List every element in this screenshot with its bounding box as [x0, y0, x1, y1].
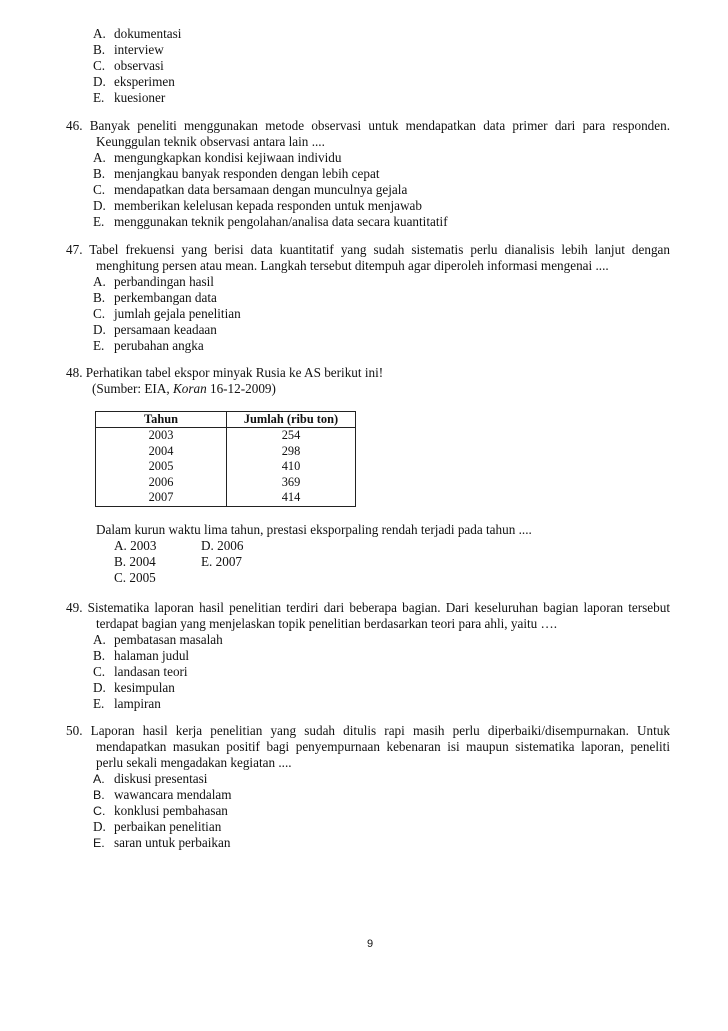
option-e: E. menggunakan teknik pengolahan/analisa data secara kuantitatif [93, 214, 448, 229]
option-c: C. landasan teori [93, 664, 188, 679]
question-48 [66, 365, 670, 397]
header-amount: Jumlah (ribu ton) [227, 412, 356, 428]
question-text: 48. Perhatikan tabel ekspor minyak Rusia ke AS berikut ini! [66, 365, 384, 380]
question-46 [66, 118, 670, 230]
option-c: C. jumlah gejala penelitian [93, 306, 241, 321]
question-text: Dalam kurun waktu lima tahun, prestasi eksporpaling rendah terjadi pada tahun .... [96, 522, 532, 537]
option-b: B. halaman judul [93, 648, 190, 663]
option-b: B. interview [93, 42, 164, 57]
option-c: C. mendapatkan data bersamaan dengan munculnya gejala [93, 182, 408, 197]
question-48-part2 [96, 522, 676, 586]
option-d: D. persamaan keadaan [93, 322, 217, 337]
source-citation: (Sumber: EIA, Koran 16-12-2009) [92, 381, 276, 396]
question-49 [66, 600, 670, 712]
option-e: E. kuesioner [93, 90, 166, 105]
options-row-2 [96, 554, 676, 570]
question-text-cont: mendapatkan masukan positif bagi penyempurnaan kebenaran isi maupun sistematika laporan, peneliti [96, 739, 670, 754]
question-text: 49. Sistematika laporan hasil penelitian terdiri dari beberapa bagian. Dari keseluruhan bagian laporan tersebut [66, 600, 670, 615]
option-d: D. memberikan kelelusan kepada responden untuk menjawab [93, 198, 422, 213]
option-b: B. menjangkau banyak responden dengan lebih cepat [93, 166, 380, 181]
question-47 [66, 242, 670, 354]
option-b: B. perkembangan data [93, 290, 217, 305]
table-row: 2006 369 [96, 475, 356, 491]
option-a: A. diskusi presentasi [93, 771, 208, 786]
options-row-1 [96, 538, 676, 554]
option-c: C. konklusi pembahasan [93, 803, 228, 818]
page-number: 9 [366, 938, 374, 950]
option-e: E. perubahan angka [93, 338, 204, 353]
options-row-3 [96, 570, 676, 586]
table-row: 2007 414 [96, 490, 356, 506]
question-text-cont-2: perlu sekali mengadakan kegiatan .... [96, 755, 292, 770]
option-a: A. perbandingan hasil [93, 274, 214, 289]
table-header-row [96, 412, 356, 428]
option-a: A. pembatasan masalah [93, 632, 223, 647]
option-a: A. dokumentasi [93, 26, 182, 41]
question-text-cont: Keunggulan teknik observasi antara lain .... [96, 134, 325, 149]
q45-options [93, 26, 181, 106]
table-row: 2004 298 [96, 444, 356, 460]
question-text-cont: terdapat bagian yang menjelaskan topik penelitian berdasarkan teori para ahli, yaitu …. [96, 616, 558, 631]
question-text: 47. Tabel frekuensi yang berisi data kuantitatif yang sudah sistematis perlu dianalisis lebih lanjut dengan [66, 242, 670, 257]
question-text-cont: menghitung persen atau mean. Langkah tersebut ditempuh agar diperoleh informasi mengenai .... [96, 258, 609, 273]
table-row: 2003 254 [96, 428, 356, 444]
option-d: D. kesimpulan [93, 680, 175, 695]
option-c: C. observasi [93, 58, 164, 73]
option-d: D. perbaikan penelitian [93, 819, 222, 834]
option-e: E. 2007 [201, 554, 243, 569]
option-e: E. lampiran [93, 696, 161, 711]
option-d: D. eksperimen [93, 74, 175, 89]
header-year: Tahun [96, 412, 227, 428]
option-e: E. saran untuk perbaikan [93, 835, 231, 850]
oil-export-table [95, 411, 356, 507]
option-c: C. 2005 [114, 570, 156, 585]
question-text: 46. Banyak peneliti menggunakan metode observasi untuk mendapatkan data primer dari para responden. [66, 118, 670, 133]
question-50 [66, 723, 670, 851]
option-b: B. 2004 [114, 554, 156, 569]
option-d: D. 2006 [201, 538, 244, 553]
option-a: A. mengungkapkan kondisi kejiwaan individu [93, 150, 342, 165]
option-a: A. 2003 [114, 538, 157, 553]
question-text: 50. Laporan hasil kerja penelitian yang sudah ditulis rapi masih perlu diperbaiki/disempurnakan. Untuk [66, 723, 670, 738]
table-row: 2005 410 [96, 459, 356, 475]
option-b: B. wawancara mendalam [93, 787, 232, 802]
